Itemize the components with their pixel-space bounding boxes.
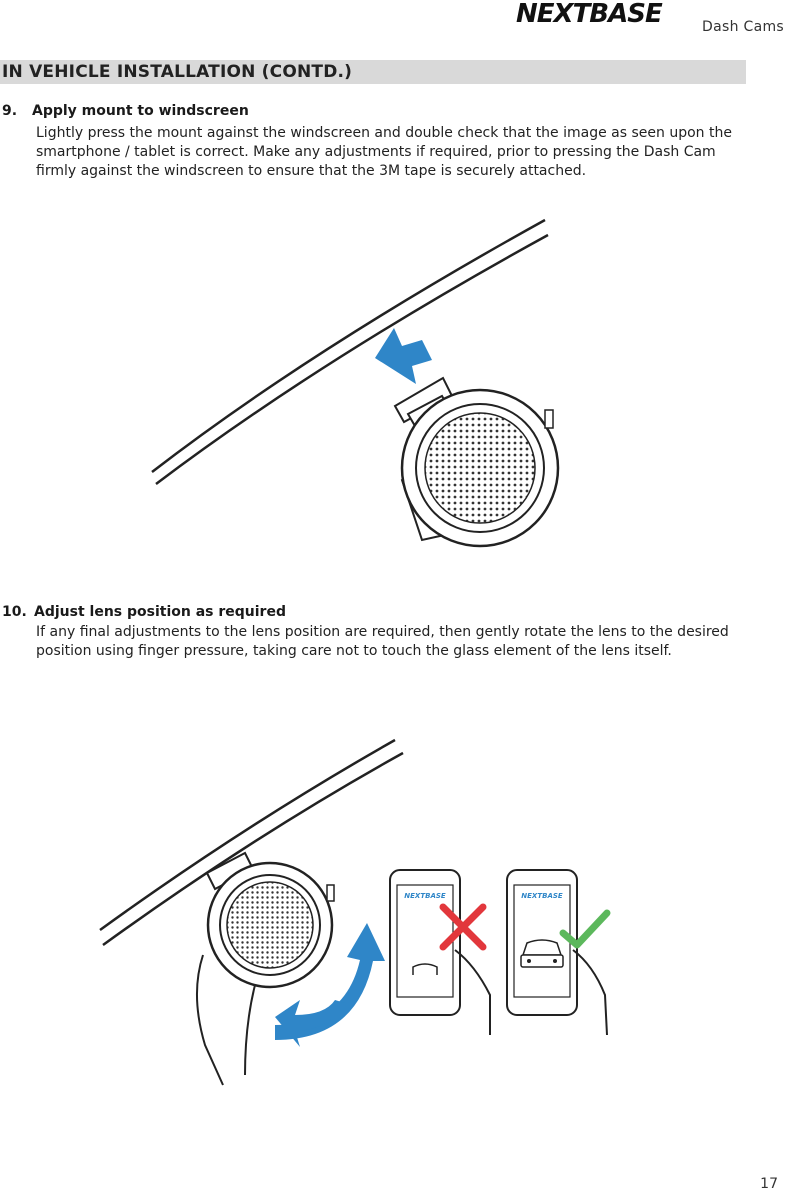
lens-grille xyxy=(227,882,313,968)
step-10-body: If any final adjustments to the lens position are required, then gently rotate the lens to the desired position using finger pressure, taking care not to touch the glass element of the lens itself. xyxy=(36,624,729,659)
step-10-title: Adjust lens position as required xyxy=(34,604,286,620)
step-9-title: Apply mount to windscreen xyxy=(32,103,249,119)
brand-logo-text: NEXTBASE xyxy=(516,0,662,29)
step-9-number: 9. xyxy=(2,103,18,119)
step-10-number: 10. xyxy=(2,604,27,620)
lens-grille xyxy=(425,413,535,523)
phone-2-brand: NEXTBASE xyxy=(521,892,563,900)
phone-incorrect xyxy=(390,870,490,1035)
phone-1-brand: NEXTBASE xyxy=(404,892,446,900)
lens-adjust-illustration xyxy=(95,735,620,1095)
dash-cam-body xyxy=(402,390,558,546)
blue-arrow-icon xyxy=(375,328,432,384)
phone-correct xyxy=(507,870,607,1035)
section-title: IN VEHICLE INSTALLATION (CONTD.) xyxy=(2,62,353,82)
windscreen-mount-illustration xyxy=(140,200,580,560)
step-9-heading xyxy=(2,103,249,119)
step-9-body: Lightly press the mount against the windscreen and double check that the image as seen upon the smartphone / tablet is correct. Make any adjustments if required, prior to pressing the Dash Cam firmly against the windscreen to ensure that the 3M tape is securely attached. xyxy=(36,125,732,179)
page-number: 17 xyxy=(760,1176,778,1192)
dash-cam-body xyxy=(208,863,334,987)
step-10-heading xyxy=(2,604,286,620)
section-header xyxy=(0,60,746,84)
car-icon xyxy=(521,940,563,967)
brand-subtitle: Dash Cams xyxy=(702,19,784,35)
